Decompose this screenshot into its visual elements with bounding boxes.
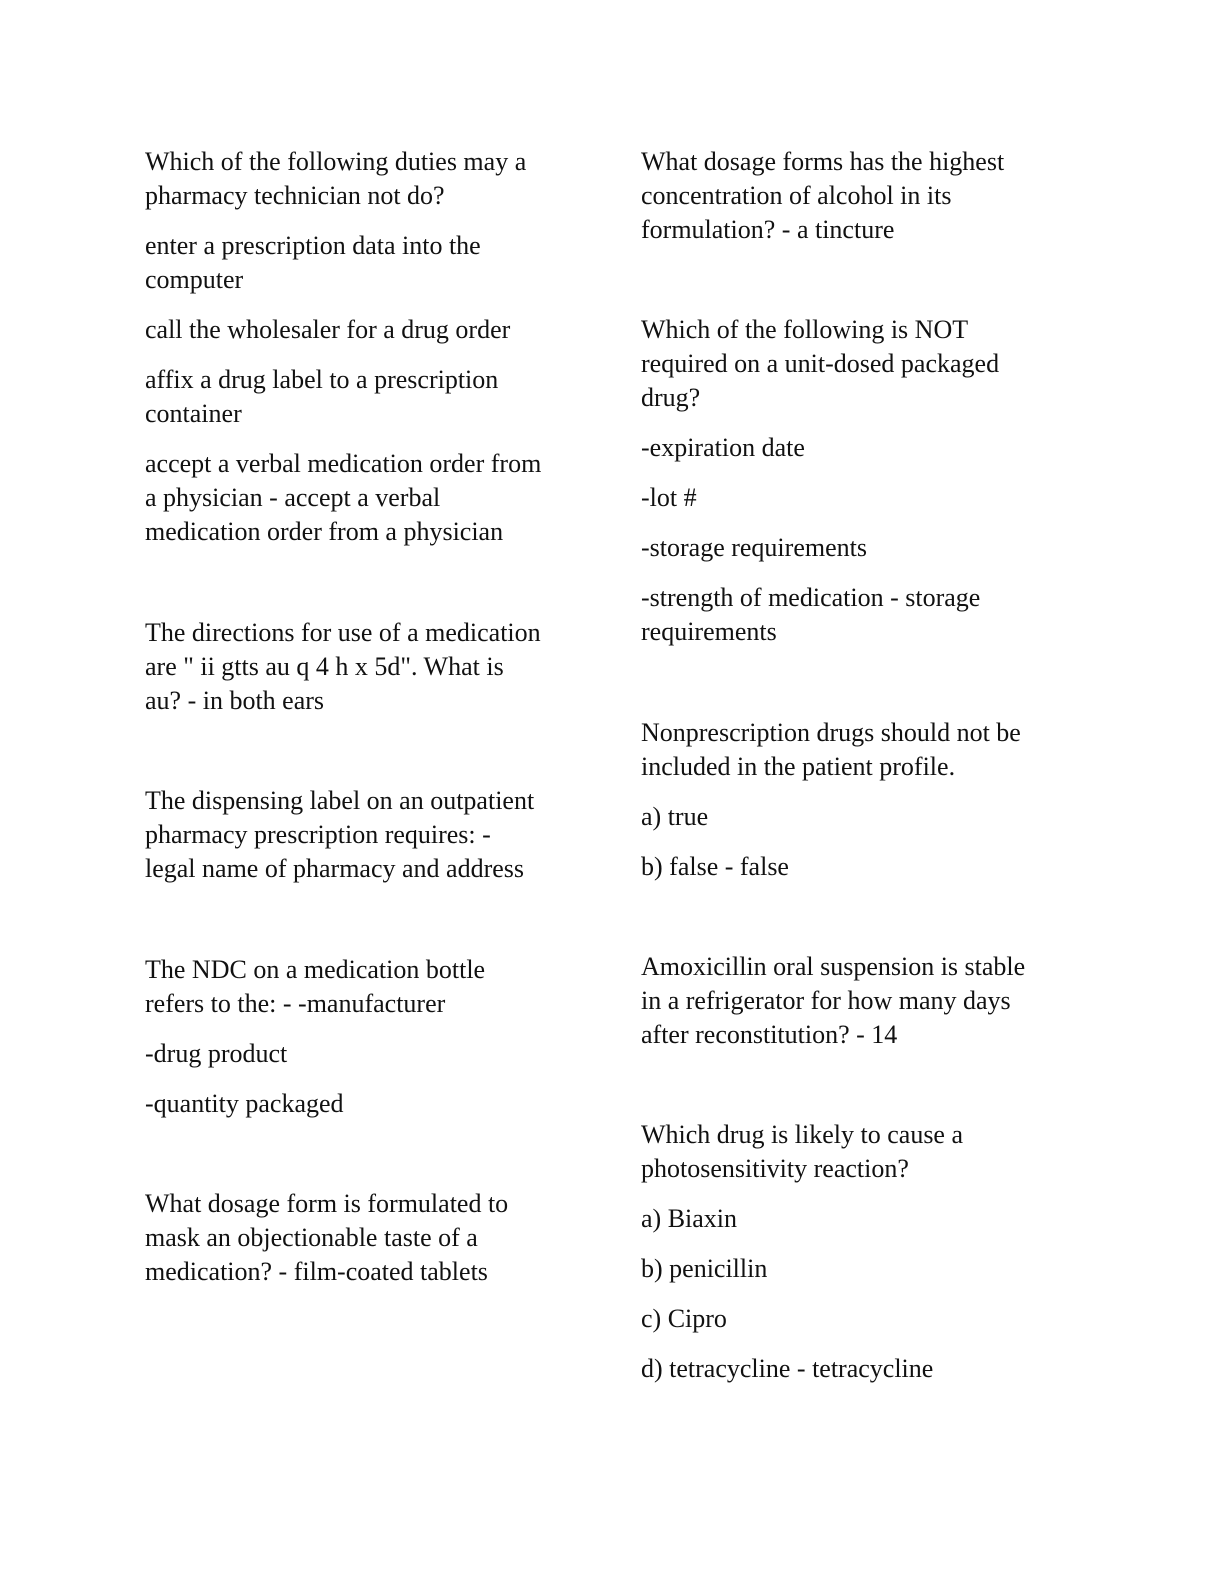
right-column-question-block xyxy=(641,145,1004,247)
answer-option xyxy=(145,1037,485,1071)
answer-option xyxy=(145,313,541,347)
question-text xyxy=(641,716,1021,784)
text-line: Which drug is likely to cause a xyxy=(641,1120,964,1149)
question-text xyxy=(145,784,534,886)
left-column-question-block xyxy=(145,145,541,549)
text-line: drug? xyxy=(641,383,701,412)
text-line: pharmacy prescription requires: - xyxy=(145,820,491,849)
text-line: computer xyxy=(145,265,244,294)
text-line: mask an objectionable taste of a xyxy=(145,1223,478,1252)
question-text xyxy=(641,1118,963,1186)
text-line: Amoxicillin oral suspension is stable xyxy=(641,952,1026,981)
text-line: b) penicillin xyxy=(641,1254,768,1283)
answer-option xyxy=(641,481,999,515)
text-line: b) false - false xyxy=(641,852,789,881)
text-line: requirements xyxy=(641,617,777,646)
answer-option xyxy=(641,800,1021,834)
right-column-question-block xyxy=(641,313,999,649)
answer-option xyxy=(145,1087,485,1121)
text-line: a) true xyxy=(641,802,709,831)
answer-option xyxy=(641,1352,963,1386)
text-line: affix a drug label to a prescription xyxy=(145,365,499,394)
right-column-question-block xyxy=(641,950,1025,1052)
text-line: -drug product xyxy=(145,1039,288,1068)
text-line: medication order from a physician xyxy=(145,517,504,546)
answer-option xyxy=(641,1252,963,1286)
text-line: The dispensing label on an outpatient xyxy=(145,786,535,815)
text-line: -quantity packaged xyxy=(145,1089,344,1118)
answer-option xyxy=(145,447,541,549)
text-line: d) tetracycline - tetracycline xyxy=(641,1354,934,1383)
text-line: The directions for use of a medication xyxy=(145,618,541,647)
text-line: au? - in both ears xyxy=(145,686,325,715)
text-line: container xyxy=(145,399,242,428)
question-text xyxy=(641,145,1004,247)
question-text xyxy=(145,953,485,1021)
answer-option xyxy=(641,1202,963,1236)
text-line: a physician - accept a verbal xyxy=(145,483,441,512)
question-text xyxy=(641,950,1025,1052)
text-line: required on a unit-dosed packaged xyxy=(641,349,1000,378)
text-line: -storage requirements xyxy=(641,533,867,562)
text-line: refers to the: - -manufacturer xyxy=(145,989,446,1018)
answer-option xyxy=(641,531,999,565)
text-line: are " ii gtts au q 4 h x 5d". What is xyxy=(145,652,504,681)
answer-option xyxy=(641,850,1021,884)
question-text xyxy=(641,313,999,415)
right-column-question-block xyxy=(641,1118,963,1386)
text-line: Nonprescription drugs should not be xyxy=(641,718,1021,747)
answer-option xyxy=(145,229,541,297)
text-line: What dosage forms has the highest xyxy=(641,147,1005,176)
answer-option xyxy=(641,431,999,465)
text-line: photosensitivity reaction? xyxy=(641,1154,909,1183)
text-line: a) Biaxin xyxy=(641,1204,738,1233)
text-line: What dosage form is formulated to xyxy=(145,1189,509,1218)
question-text xyxy=(145,616,541,718)
left-column-question-block xyxy=(145,1187,508,1289)
left-column-question-block xyxy=(145,616,541,718)
text-line: after reconstitution? - 14 xyxy=(641,1020,898,1049)
text-line: formulation? - a tincture xyxy=(641,215,895,244)
answer-option xyxy=(145,363,541,431)
answer-option xyxy=(641,1302,963,1336)
right-column-question-block xyxy=(641,716,1021,884)
text-line: accept a verbal medication order from xyxy=(145,449,542,478)
left-column-question-block xyxy=(145,784,534,886)
text-line: legal name of pharmacy and address xyxy=(145,854,525,883)
text-line: concentration of alcohol in its xyxy=(641,181,952,210)
text-line: -expiration date xyxy=(641,433,805,462)
text-line: in a refrigerator for how many days xyxy=(641,986,1011,1015)
left-column-question-block xyxy=(145,953,485,1121)
text-line: c) Cipro xyxy=(641,1304,727,1333)
text-line: Which of the following is NOT xyxy=(641,315,969,344)
answer-option xyxy=(641,581,999,649)
text-line: -lot # xyxy=(641,483,697,512)
question-text xyxy=(145,1187,508,1289)
text-line: included in the patient profile. xyxy=(641,752,956,781)
text-line: Which of the following duties may a xyxy=(145,147,527,176)
text-line: -strength of medication - storage xyxy=(641,583,981,612)
text-line: enter a prescription data into the xyxy=(145,231,481,260)
question-text xyxy=(145,145,541,213)
text-line: medication? - film-coated tablets xyxy=(145,1257,488,1286)
text-line: The NDC on a medication bottle xyxy=(145,955,486,984)
text-line: call the wholesaler for a drug order xyxy=(145,315,511,344)
text-line: pharmacy technician not do? xyxy=(145,181,445,210)
